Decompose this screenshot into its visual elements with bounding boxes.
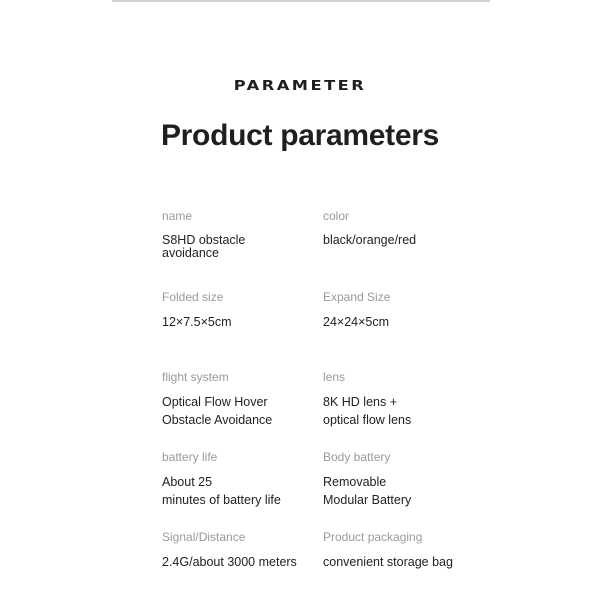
param-value bbox=[162, 553, 312, 571]
param-label: Expand Size bbox=[323, 290, 391, 304]
param-label: lens bbox=[323, 370, 346, 384]
param-value bbox=[323, 313, 473, 331]
param-expand-size bbox=[323, 289, 473, 331]
param-label: color bbox=[323, 209, 350, 223]
param-flight-system bbox=[162, 369, 312, 429]
param-value-line: avoidance bbox=[162, 246, 219, 260]
param-name bbox=[162, 208, 312, 260]
param-folded-size bbox=[162, 289, 312, 331]
param-value-line: 12×7.5×5cm bbox=[162, 315, 232, 329]
param-value-line: minutes of battery life bbox=[162, 493, 281, 507]
param-value bbox=[162, 234, 312, 260]
param-value bbox=[323, 234, 473, 247]
param-value bbox=[162, 393, 312, 429]
param-value bbox=[323, 393, 473, 429]
param-label: Body battery bbox=[323, 450, 391, 464]
param-label: flight system bbox=[162, 370, 229, 384]
param-battery-life bbox=[162, 449, 312, 509]
param-product-packaging bbox=[323, 529, 473, 571]
param-value-line: Modular Battery bbox=[323, 493, 412, 507]
param-value-line: About 25 bbox=[162, 475, 213, 489]
param-label: Product packaging bbox=[323, 530, 423, 544]
param-value-line: convenient storage bag bbox=[323, 555, 453, 569]
param-label: battery life bbox=[162, 450, 218, 464]
param-value-line: optical flow lens bbox=[323, 413, 412, 427]
param-value-line: S8HD obstacle bbox=[162, 233, 246, 247]
param-value-line: 2.4G/about 3000 meters bbox=[162, 555, 297, 569]
param-value-line: 8K HD lens + bbox=[323, 395, 397, 409]
param-value bbox=[162, 473, 312, 509]
top-divider bbox=[112, 0, 490, 2]
param-body-battery bbox=[323, 449, 473, 509]
param-lens bbox=[323, 369, 473, 429]
page-title: Product parameters bbox=[160, 119, 440, 152]
param-signal-distance bbox=[162, 529, 312, 571]
param-color bbox=[323, 208, 473, 247]
param-label: name bbox=[162, 209, 193, 223]
param-value bbox=[323, 553, 473, 571]
param-value-line: 24×24×5cm bbox=[323, 315, 390, 329]
param-value-line: Optical Flow Hover bbox=[162, 395, 268, 409]
param-value-line: black/orange/red bbox=[323, 233, 417, 247]
param-value bbox=[162, 313, 312, 331]
section-kicker: PARAMETER bbox=[233, 79, 367, 94]
param-value bbox=[323, 473, 473, 509]
param-label: Signal/Distance bbox=[162, 530, 246, 544]
param-value-line: Obstacle Avoidance bbox=[162, 413, 273, 427]
param-label: Folded size bbox=[162, 290, 224, 304]
param-value-line: Removable bbox=[323, 475, 387, 489]
